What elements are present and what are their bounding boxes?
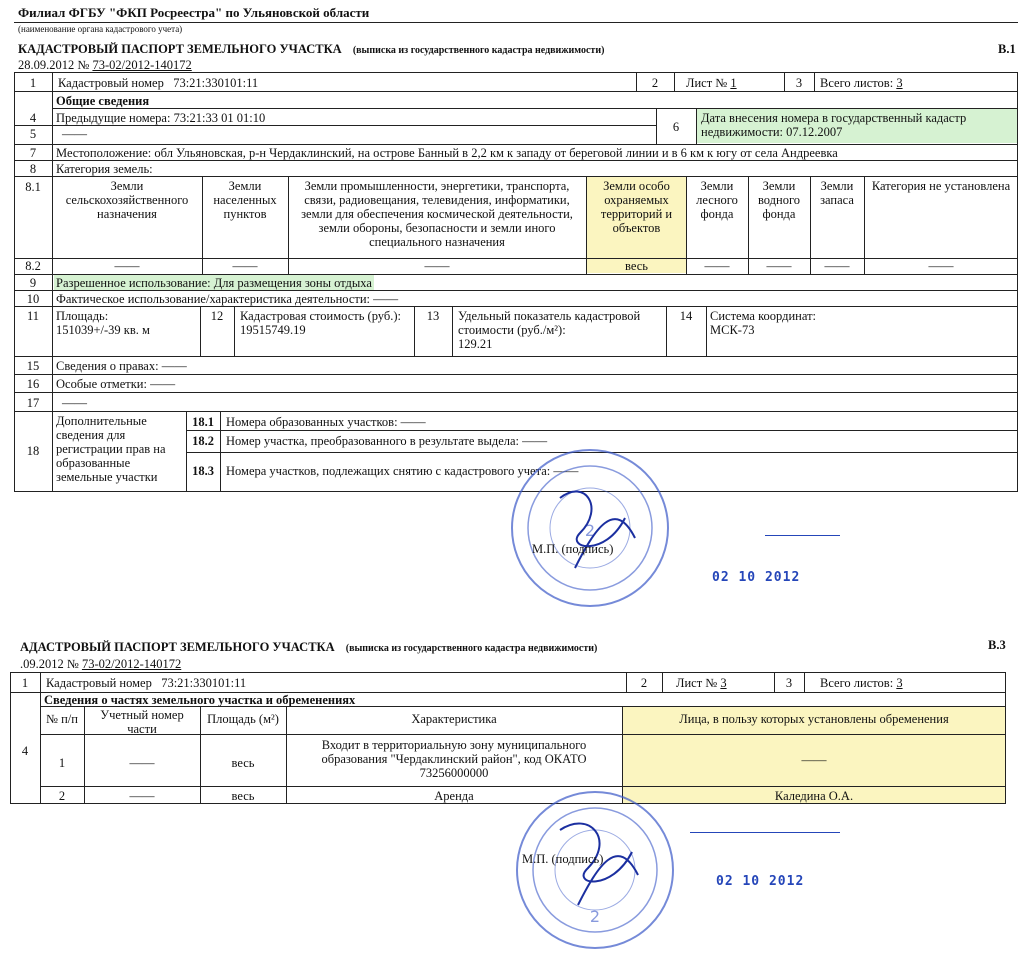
- plots-to-remove: Номера участков, подлежащих снятию с кадастрового учета: ——: [226, 464, 579, 478]
- row-num: 18: [26, 444, 40, 458]
- cadastral-number: Кадастровый номер 73:21:330101:11: [58, 76, 259, 90]
- table-cell: весь: [231, 756, 255, 770]
- doc-date: 28.09.2012 № 73-02/2012-140172: [18, 58, 192, 72]
- table-cell: 1: [58, 756, 66, 770]
- table-cell: Аренда: [434, 789, 474, 803]
- land-category-label: Категория земель:: [56, 162, 153, 176]
- category-water: Земли водного фонда: [757, 179, 801, 221]
- row-num: 15: [26, 359, 40, 373]
- row-num: 18.1: [192, 415, 214, 429]
- doc-title: КАДАСТРОВЫЙ ПАСПОРТ ЗЕМЕЛЬНОГО УЧАСТКА (выписка из государственного кадастра недвижимости): [18, 42, 605, 56]
- row-num: 3: [795, 76, 803, 90]
- category-value: ——: [232, 259, 258, 273]
- category-value-selected: весь: [587, 259, 686, 273]
- category-industry: Земли промышленности, энергетики, транспорта, связи, радиовещания, телевидения, информатики, земли для обеспечения космической деятельности, земли обороны, безопасности и земли иного специального назначения: [301, 179, 573, 249]
- table-cell: ——: [129, 789, 155, 803]
- row-17-value: ——: [62, 396, 87, 410]
- org-caption: (наименование органа кадастрового учета): [18, 24, 183, 34]
- org-name: Филиал ФГБУ "ФКП Росреестра" по Ульяновской области: [18, 5, 370, 20]
- row-num: 16: [26, 377, 40, 391]
- category-agricultural: Земли сельскохозяйственного назначения: [65, 179, 189, 221]
- table-cell: ——: [129, 756, 155, 770]
- sheet-code: В.3: [988, 638, 1006, 652]
- official-stamp: [495, 438, 685, 618]
- previous-numbers: Предыдущие номера: 73:21:33 01 01:10: [56, 111, 266, 125]
- transformed-plot: Номер участка, преобразованного в результате выдела: ——: [226, 434, 548, 448]
- row-num: 4: [21, 744, 29, 758]
- location: Местоположение: обл Ульяновская, р-н Чердаклинский, на острове Банный в 2,2 км к западу от береговой линии и в 6 км к югу от села Андреевка: [56, 146, 838, 160]
- category-value: ——: [114, 259, 140, 273]
- row-num: 11: [26, 309, 40, 323]
- header-account-number: Учетный номер части: [100, 708, 184, 736]
- category-value: ——: [766, 259, 792, 273]
- table-cell: весь: [231, 789, 255, 803]
- row-num: 8.2: [25, 259, 41, 273]
- doc-date: .09.2012 № 73-02/2012-140172: [20, 657, 182, 671]
- header-persons: Лица, в пользу которых установлены обременения: [623, 707, 1005, 734]
- category-value: ——: [928, 259, 954, 273]
- cadastral-value: Кадастровая стоимость (руб.): 19515749.19: [240, 309, 401, 337]
- category-value: ——: [424, 259, 450, 273]
- header-characteristic: Характеристика: [411, 712, 497, 726]
- sheet-number: Лист № 3: [676, 676, 727, 690]
- total-sheets: Всего листов: 3: [820, 76, 903, 90]
- category-not-set: Категория не установлена: [871, 179, 1011, 193]
- header-num: № п/п: [46, 712, 78, 726]
- stamp-date: 02 10 2012: [712, 570, 801, 585]
- total-sheets: Всего листов: 3: [820, 676, 903, 690]
- coordinate-system: Система координат: МСК-73: [710, 309, 817, 337]
- formed-plots: Номера образованных участков: ——: [226, 415, 426, 429]
- stamp-date: 02 10 2012: [716, 874, 805, 889]
- row-num: 10: [26, 292, 40, 306]
- svg-text:2: 2: [589, 907, 601, 926]
- stamp-label: М.П. (подпись): [532, 542, 614, 556]
- header-area: Площадь (м²): [207, 712, 279, 726]
- category-value: ——: [824, 259, 850, 273]
- additional-info-label: Дополнительные сведения для регистрации прав на образованные земельные участки: [56, 414, 166, 484]
- registration-date: Дата внесения номера в государственный кадастр недвижимости: 07.12.2007: [697, 109, 1017, 143]
- row-num: 2: [651, 76, 659, 90]
- row-num: 17: [26, 396, 40, 410]
- stamp-label: М.П. (подпись): [522, 852, 604, 866]
- row-5-value: ——: [62, 127, 87, 141]
- table-cell: ——: [623, 735, 1005, 786]
- row-num: 8: [29, 162, 37, 176]
- row-num: 3: [785, 676, 793, 690]
- row-num: 1: [21, 676, 29, 690]
- row-num: 1: [29, 76, 37, 90]
- row-num: 2: [640, 676, 648, 690]
- area: Площадь: 151039+/-39 кв. м: [56, 309, 150, 337]
- category-settlements: Земли населенных пунктов: [213, 179, 277, 221]
- special-marks: Особые отметки: ——: [56, 377, 176, 391]
- sheet-number: Лист № 1: [686, 76, 737, 90]
- row-num: 9: [29, 276, 37, 290]
- category-protected: Земли особо охраняемых территорий и объектов: [587, 177, 686, 259]
- section-general: Общие сведения: [56, 94, 150, 108]
- row-num: 7: [29, 146, 37, 160]
- doc-title: АДАСТРОВЫЙ ПАСПОРТ ЗЕМЕЛЬНОГО УЧАСТКА (выписка из государственного кадастра недвижимости): [20, 640, 598, 654]
- sheet-code: В.1: [998, 42, 1016, 56]
- category-reserve: Земли запаса: [820, 179, 854, 207]
- actual-use: Фактическое использование/характеристика деятельности: ——: [56, 292, 399, 306]
- row-num: 14: [679, 309, 693, 323]
- row-num: 13: [426, 309, 440, 323]
- row-num: 18.2: [192, 434, 214, 448]
- table-cell: Каледина О.А.: [623, 787, 1005, 803]
- row-num: 8.1: [25, 180, 41, 194]
- row-num: 4: [29, 111, 37, 125]
- permitted-use: Разрешенное использование: Для размещения зоны отдыха: [56, 276, 372, 290]
- row-num: 5: [29, 127, 37, 141]
- category-value: ——: [704, 259, 730, 273]
- rights-info: Сведения о правах: ——: [56, 359, 187, 373]
- official-stamp: [500, 780, 690, 960]
- table-cell: 2: [58, 789, 66, 803]
- table-cell: Входит в территориальную зону муниципального образования "Чердаклинский район", код ОКАТО 73256000000: [321, 738, 587, 780]
- svg-text:2: 2: [584, 521, 596, 540]
- row-num: 12: [210, 309, 224, 323]
- category-forest: Земли лесного фонда: [696, 179, 738, 221]
- row-num: 6: [672, 120, 680, 134]
- cadastral-number: Кадастровый номер 73:21:330101:11: [46, 676, 247, 690]
- specific-value: Удельный показатель кадастровой стоимости (руб./м²): 129.21: [458, 309, 641, 351]
- section-parts: Сведения о частях земельного участка и обременениях: [44, 693, 356, 707]
- row-num: 18.3: [192, 464, 214, 478]
